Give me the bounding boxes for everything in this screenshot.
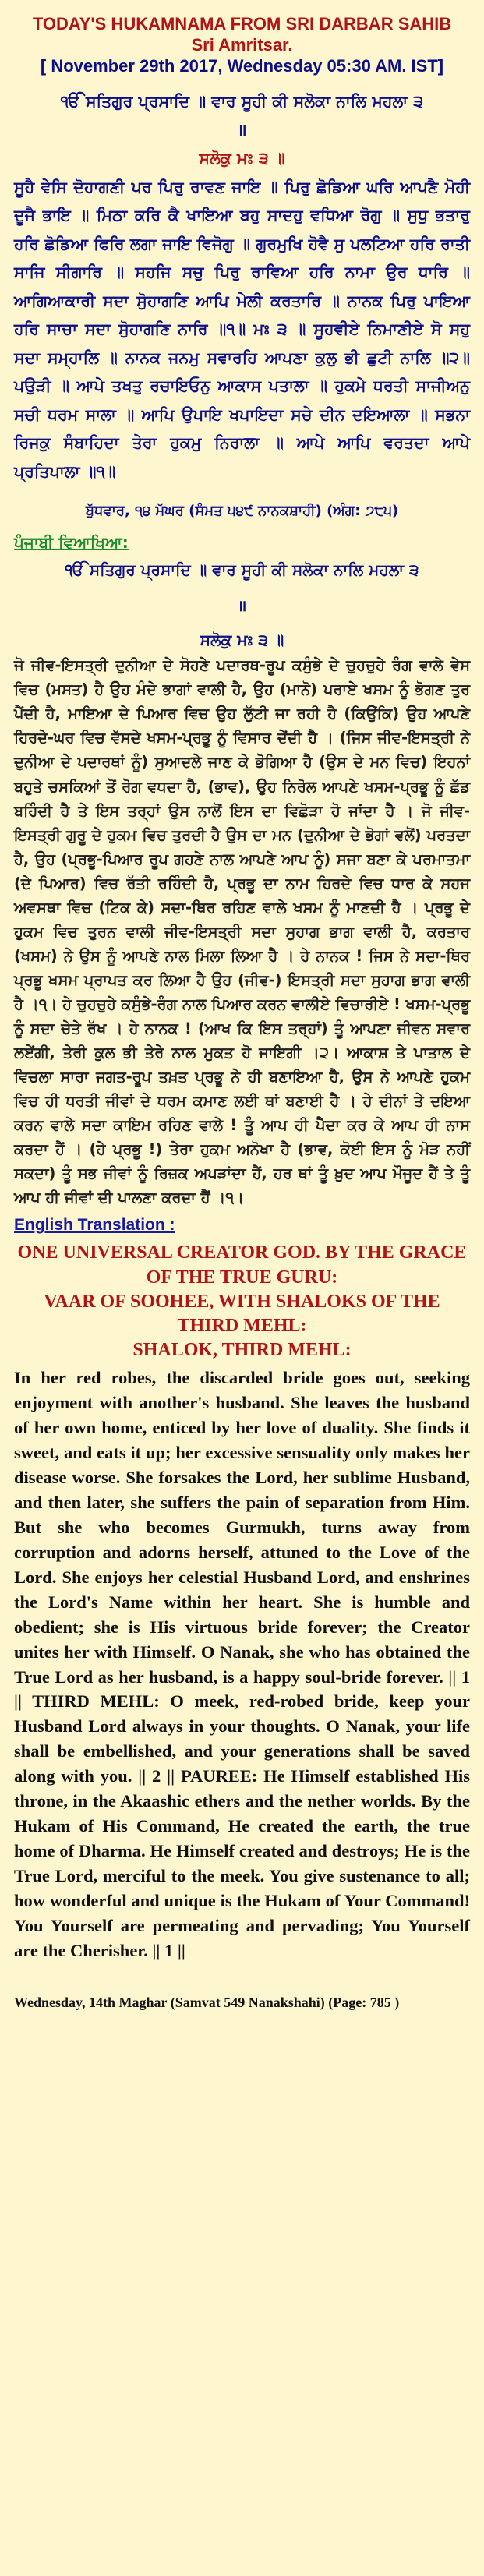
english-heading-2: VAAR OF SOOHEE, WITH SHALOKS OF THE THIRD MEHL: <box>44 1291 440 1336</box>
punjabi-section-title: ਪੰਜਾਬੀ ਵਿਆਖਿਆ: <box>14 533 129 553</box>
gurmukhi-date-footer: ਬੁੱਧਵਾਰ, ੧੪ ਮੱਘਰ (ਸੰਮਤ ੫੪੯ ਨਾਨਕਸ਼ਾਹੀ) (ਅੰਗ: ੭੮੫) <box>85 503 399 520</box>
header-city: Sri Amritsar. <box>191 34 293 55</box>
header-date: [ November 29th 2017, Wednesday 05:30 AM. IST] <box>40 55 444 76</box>
english-heading-1: ONE UNIVERSAL CREATOR GOD. BY THE GRACE OF THE TRUE GURU: <box>17 1242 467 1288</box>
english-heading-3: SHALOK, THIRD MEHL: <box>132 1340 352 1361</box>
gurmukhi-invocation: ੴ ਸਤਿਗੁਰ ਪ੍ਰਸਾਦਿ ॥ ਵਾਰ ਸੂਹੀ ਕੀ ਸਲੋਕਾ ਨਾਲਿ ਮਹਲਾ ੩ <box>60 92 424 111</box>
punjabi-body: ਜੋ ਜੀਵ-ਇਸਤ੍ਰੀ ਦੁਨੀਆ ਦੇ ਸੋਹਣੇ ਪਦਾਰਥ-ਰੂਪ ਕਸੁੰਭੇ ਦੇ ਚੁਹਚੁਹੇ ਰੰਗ ਵਾਲੇ ਵੇਸ ਵਿਚ (ਮਸਤ) ਹੈ ਉਹ ਮੰਦੇ ਭਾਗਾਂ ਵਾਲੀ ਹੈ, ਉਹ (ਮਾਨੋ) ਪਰਾਏ ਖਸਮ ਨੂੰ ਭੋਗਣ ਤੁਰ ਪੈਂਦੀ ਹੈ, ਮਾਇਆ ਦੇ ਪਿਆਰ ਵਿਚ ਉਹ ਲੁੱਟੀ ਜਾ ਰਹੀ ਹੈ (ਕਿਉਂਕਿ) ਉਹ ਆਪਣੇ ਹਿਰਦੇ-ਘਰ ਵਿਚ ਵੱਸਦੇ ਖਸਮ-ਪ੍ਰਭੂ ਨੂੰ ਵਿਸਾਰ ਦੇਂਦੀ ਹੈ । (ਜਿਸ ਜੀਵ-ਇਸਤ੍ਰੀ ਨੇ ਦੁਨੀਆ ਦੇ ਪਦਾਰਥਾਂ ਨੂੰ) ਸੁਆਦਲੇ ਜਾਣ ਕੇ ਭੋਗਿਆ ਹੈ (ਉਸ ਦੇ ਮਨ ਵਿਚ) ਇਹਨਾਂ ਬਹੁਤੇ ਚਸਕਿਆਂ ਤੋਂ ਰੋਗ ਵਧਦਾ ਹੈ, (ਭਾਵ), ਉਹ ਨਿਰੋਲ ਆਪਣੇ ਖਸਮ-ਪ੍ਰਭੂ ਨੂੰ ਛੱਡ ਬਹਿੰਦੀ ਹੈ ਤੇ ਇਸ ਤਰ੍ਹਾਂ ਉਸ ਨਾਲੋਂ ਇਸ ਦਾ ਵਿਛੋੜਾ ਹੋ ਜਾਂਦਾ ਹੈ । ਜੋ ਜੀਵ-ਇਸਤ੍ਰੀ ਗੁਰੂ ਦੇ ਹੁਕਮ ਵਿਚ ਤੁਰਦੀ ਹੈ ਉਸ ਦਾ ਮਨ (ਦੁਨੀਆ ਦੇ ਭੋਗਾਂ ਵਲੋਂ) ਪਰਤਦਾ ਹੈ, ਉਹ (ਪ੍ਰਭੂ-ਪਿਆਰ ਰੂਪ ਗਹਣੇ ਨਾਲ ਆਪਣੇ ਆਪ ਨੂੰ) ਸਜਾ ਬਣਾ ਕੇ ਪਰਮਾਤਮਾ (ਦੇ ਪਿਆਰ) ਵਿਚ ਰੱਤੀ ਰਹਿੰਦੀ ਹੈ, ਪ੍ਰਭੂ ਦਾ ਨਾਮ ਹਿਰਦੇ ਵਿਚ ਧਾਰ ਕੇ ਸਹਜ ਅਵਸਥਾ ਵਿਚ (ਟਿਕ ਕੇ) ਸਦਾ-ਥਿਰ ਰਹਿਣ ਵਾਲੇ ਖਸਮ ਨੂੰ ਮਾਣਦੀ ਹੈ । ਪ੍ਰਭੂ ਦੇ ਹੁਕਮ ਵਿਚ ਤੁਰਨ ਵਾਲੀ ਜੀਵ-ਇਸਤ੍ਰੀ ਸਦਾ ਸੁਹਾਗ ਭਾਗ ਵਾਲੀ ਹੈ, ਕਰਤਾਰ (ਖਸਮ) ਨੇ ਉਸ ਨੂੰ ਆਪਣੇ ਨਾਲ ਮਿਲਾ ਲਿਆ ਹੈ । ਹੇ ਨਾਨਕ ! ਜਿਸ ਨੇ ਸਦਾ-ਥਿਰ ਪ੍ਰਭੂ ਖਸਮ ਪ੍ਰਾਪਤ ਕਰ ਲਿਆ ਹੈ ਉਹ (ਜੀਵ-) ਇਸਤ੍ਰੀ ਸਦਾ ਸੁਹਾਗ ਭਾਗ ਵਾਲੀ ਹੈ ।੧। ਹੇ ਚੁਹਚੁਹੇ ਕਸੁੰਭੇ-ਰੰਗ ਨਾਲ ਪਿਆਰ ਕਰਨ ਵਾਲੀਏ ਵਿਚਾਰੀਏ ! ਖਸਮ-ਪ੍ਰਭੂ ਨੂੰ ਸਦਾ ਚੇਤੇ ਰੱਖ । ਹੇ ਨਾਨਕ ! (ਆਖ ਕਿ ਇਸ ਤਰ੍ਹਾਂ) ਤੂੰ ਆਪਣਾ ਜੀਵਨ ਸਵਾਰ ਲਏਂਗੀ, ਤੇਰੀ ਕੁਲ ਭੀ ਤੇਰੇ ਨਾਲ ਮੁਕਤ ਹੋ ਜਾਇਗੀ ।੨। ਆਕਾਸ਼ ਤੇ ਪਾਤਾਲ ਦੇ ਵਿਚਲਾ ਸਾਰਾ ਜਗਤ-ਰੂਪ ਤਖ਼ਤ ਪ੍ਰਭੂ ਨੇ ਹੀ ਬਣਾਇਆ ਹੈ, ਉਸ ਨੇ ਆਪਣੇ ਹੁਕਮ ਵਿਚ ਹੀ ਧਰਤੀ ਜੀਵਾਂ ਦੇ ਧਰਮ ਕਮਾਣ ਲਈ ਥਾਂ ਬਣਾਈ ਹੈ । ਹੇ ਦੀਨਾਂ ਤੇ ਦਇਆ ਕਰਨ ਵਾਲੇ ਸਦਾ ਕਾਇਮ ਰਹਿਣ ਵਾਲੇ ! ਤੂੰ ਆਪ ਹੀ ਪੈਦਾ ਕਰ ਕੇ ਆਪ ਹੀ ਨਾਸ ਕਰਦਾ ਹੈਂ । (ਹੇ ਪ੍ਰਭੂ !) ਤੇਰਾ ਹੁਕਮ ਅਨੋਖਾ ਹੈ (ਭਾਵ, ਕੋਈ ਇਸ ਨੂੰ ਮੋੜ ਨਹੀਂ ਸਕਦਾ) ਤੂੰ ਸਭ ਜੀਵਾਂ ਨੂੰ ਰਿਜ਼ਕ ਅਪੜਾਂਦਾ ਹੈਂ, ਹਰ ਥਾਂ ਤੂੰ ਖ਼ੁਦ ਆਪ ਮੌਜੂਦ ਹੈਂ ਤੇ ਤੂੰ ਆਪ ਹੀ ਜੀਵਾਂ ਦੀ ਪਾਲਣਾ ਕਰਦਾ ਹੈਂ ।੧। <box>14 656 470 1207</box>
punjabi-section <box>14 533 470 1210</box>
page-header <box>14 14 470 76</box>
gurmukhi-section <box>14 87 470 486</box>
punjabi-shalok-heading: ਸਲੋਕੁ ਮਃ ੩ ॥ <box>200 631 284 650</box>
english-section-title: English Translation : <box>14 1216 175 1235</box>
gurmukhi-body: ਸੂਹੈ ਵੇਸਿ ਦੋਹਾਗਣੀ ਪਰ ਪਿਰੁ ਰਾਵਣ ਜਾਇ ॥ ਪਿਰੁ ਛੋਡਿਆ ਘਰਿ ਆਪਣੈ ਮੋਹੀ ਦੂਜੈ ਭਾਇ ॥ ਮਿਠਾ ਕਰਿ ਕੈ ਖਾਇਆ ਬਹੁ ਸਾਦਹੁ ਵਧਿਆ ਰੋਗੁ ॥ ਸੁਧੁ ਭਤਾਰੁ ਹਰਿ ਛੋਡਿਆ ਫਿਰਿ ਲਗਾ ਜਾਇ ਵਿਜੋਗੁ ॥ ਗੁਰਮੁਖਿ ਹੋਵੈ ਸੁ ਪਲਟਿਆ ਹਰਿ ਰਾਤੀ ਸਾਜਿ ਸੀਗਾਰਿ ॥ ਸਹਜਿ ਸਚੁ ਪਿਰੁ ਰਾਵਿਆ ਹਰਿ ਨਾਮਾ ਉਰ ਧਾਰਿ ॥ ਆਗਿਆਕਾਰੀ ਸਦਾ ਸੋੁਹਾਗਣਿ ਆਪਿ ਮੇਲੀ ਕਰਤਾਰਿ ॥ ਨਾਨਕ ਪਿਰੁ ਪਾਇਆ ਹਰਿ ਸਾਚਾ ਸਦਾ ਸੋੁਹਾਗਣਿ ਨਾਰਿ ॥੧॥ ਮਃ ੩ ॥ ਸੂਹਵੀਏ ਨਿਮਾਣੀਏ ਸੋ ਸਹੁ ਸਦਾ ਸਮ੍ਹਾਲਿ ॥ ਨਾਨਕ ਜਨਮੁ ਸਵਾਰਹਿ ਆਪਣਾ ਕੁਲੁ ਭੀ ਛੁਟੀ ਨਾਲਿ ॥੨॥ ਪਉੜੀ ॥ ਆਪੇ ਤਖਤੁ ਰਚਾਇਓਨੁ ਆਕਾਸ ਪਤਾਲਾ ॥ ਹੁਕਮੇ ਧਰਤੀ ਸਾਜੀਅਨੁ ਸਚੀ ਧਰਮ ਸਾਲਾ ॥ ਆਪਿ ਉਪਾਇ ਖਪਾਇਦਾ ਸਚੇ ਦੀਨ ਦਇਆਲਾ ॥ ਸਭਨਾ ਰਿਜਕੁ ਸੰਬਾਹਿਦਾ ਤੇਰਾ ਹੁਕਮੁ ਨਿਰਾਲਾ ॥ ਆਪੇ ਆਪਿ ਵਰਤਦਾ ਆਪੇ ਪ੍ਰਤਿਪਾਲਾ ॥੧॥ <box>14 177 470 481</box>
page-title: TODAY'S HUKAMNAMA FROM SRI DARBAR SAHIB <box>32 14 452 34</box>
english-date-footer: Wednesday, 14th Maghar (Samvat 549 Nanakshahi) (Page: 785 ) <box>14 1994 400 2010</box>
punjabi-invocation: ੴ ਸਤਿਗੁਰ ਪ੍ਰਸਾਦਿ ॥ ਵਾਰ ਸੂਹੀ ਕੀ ਸਲੋਕਾ ਨਾਲਿ ਮਹਲਾ ੩ <box>65 560 419 580</box>
gurmukhi-invocation-end: ॥ <box>237 120 247 140</box>
punjabi-invocation-end: ॥ <box>237 596 247 616</box>
english-section <box>14 1216 470 2010</box>
english-body: In her red robes, the discarded bride goes out, seeking enjoyment with another's husband. She leaves the husband of her own home, enticed by her love of duality. She finds it sweet, and eats it up; her excessive sensuality only makes her disease worse. She forsakes the Lord, her sublime Husband, and then later, she suffers the pain of separation from Him. But she who becomes Gurmukh, turns away from corruption and adorns herself, attuned to the Love of the Lord. She enjoys her celestial Husband Lord, and enshrines the Lord's Name within her heart. She is humble and obedient; she is His virtuous bride forever; the Creator unites her with Himself. O Nanak, she who has obtained the True Lord as her husband, is a happy soul-bride forever. || 1 || THIRD MEHL: O meek, red-robed bride, keep your Husband Lord always in your thoughts. O Nanak, your life shall be embellished, and your generations shall be saved along with you. || 2 || PAUREE: He Himself established His throne, in the Akaashic ethers and the nether worlds. By the Hukam of His Command, He created the earth, the true home of Dharma. He Himself created and destroys; He is the True Lord, merciful to the meek. You give sustenance to all; how wonderful and unique is the Hukam of Your Command! You Yourself are permeating and pervading; You Yourself are the Cherisher. || 1 || <box>14 1368 470 1960</box>
gurmukhi-shalok-heading: ਸਲੋਕੁ ਮਃ ੩ ॥ <box>199 149 285 168</box>
